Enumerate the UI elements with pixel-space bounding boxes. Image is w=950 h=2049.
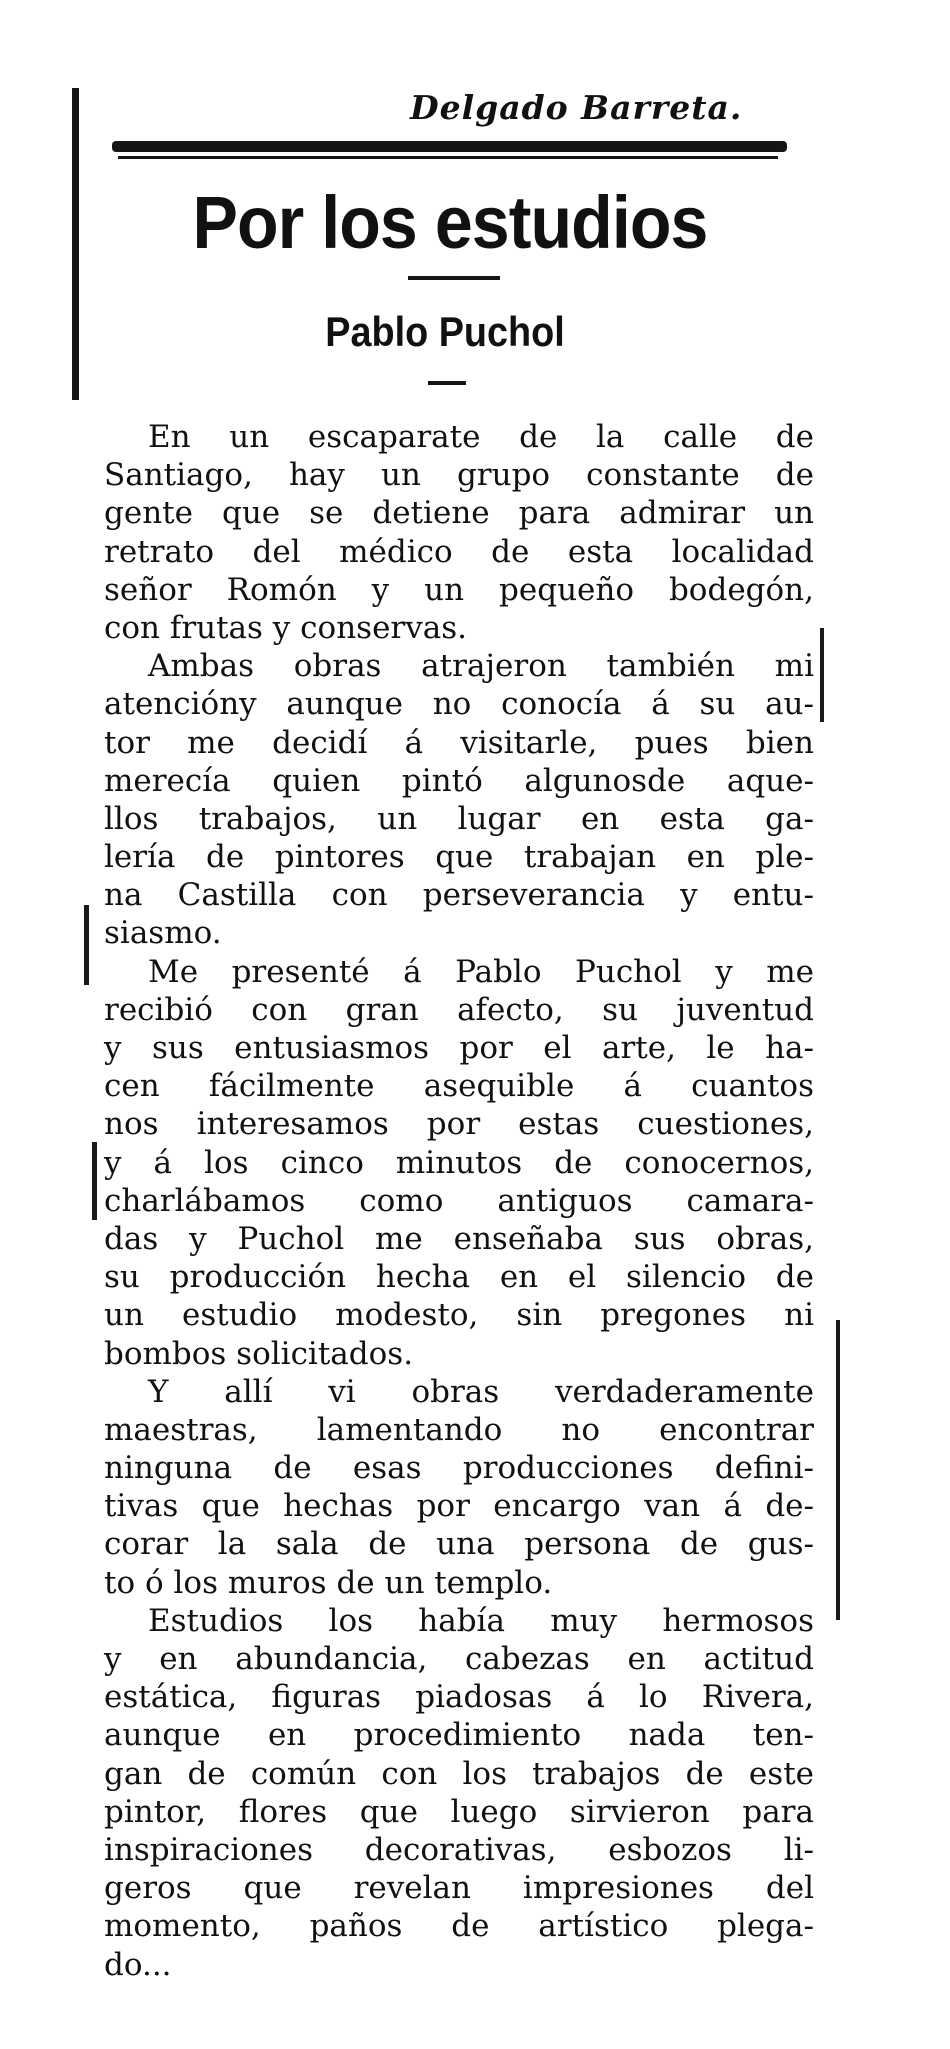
- text-line: geros que revelan impresiones del: [104, 1870, 814, 1907]
- text-line: na Castilla con perseverancia y entu-: [104, 877, 814, 914]
- text-line: estática, figuras piadosas á lo Rivera,: [104, 1679, 814, 1716]
- column-rule-left: [72, 88, 79, 400]
- text-line: recibió con gran afecto, su juventud: [104, 991, 814, 1028]
- text-line: maestras, lamentando no encontrar: [104, 1411, 814, 1448]
- text-line: y á los cinco minutos de conocernos,: [104, 1144, 814, 1181]
- text-line: gan de común con los trabajos de este: [104, 1755, 814, 1792]
- margin-mark: [820, 628, 824, 722]
- text-line: do...: [104, 1946, 172, 1983]
- text-line: corar la sala de una persona de gus-: [104, 1526, 814, 1563]
- text-line: momento, paños de artístico plega-: [104, 1908, 814, 1945]
- text-line: Santiago, hay un grupo constante de: [104, 457, 814, 494]
- text-line: y en abundancia, cabezas en actitud: [104, 1641, 814, 1677]
- text-line: y sus entusiasmos por el arte, le ha-: [104, 1030, 814, 1066]
- text-line: cen fácilmente asequible á cuantos: [104, 1068, 814, 1105]
- text-line: tivas que hechas por encargo van á de-: [104, 1488, 814, 1525]
- text-line: merecía quien pintó algunosde aque-: [104, 762, 814, 799]
- margin-mark: [84, 905, 89, 985]
- header-rule: [112, 141, 787, 152]
- text-line: siasmo.: [104, 915, 222, 952]
- text-line: un estudio modesto, sin pregones ni: [104, 1297, 814, 1334]
- article-author: Pablo Puchol: [325, 308, 565, 355]
- margin-mark: [836, 1320, 840, 1620]
- margin-mark: [92, 1142, 97, 1220]
- article-title: Por los estudios: [192, 181, 708, 264]
- text-line: En un escaparate de la calle de: [148, 419, 814, 455]
- text-line: aunque en procedimiento nada ten-: [104, 1717, 814, 1754]
- text-line: Y allí vi obras verdaderamente: [148, 1373, 814, 1410]
- article-body: [104, 418, 814, 1984]
- text-line: con frutas y conservas.: [104, 609, 467, 646]
- text-line: bombos solicitados.: [104, 1335, 414, 1372]
- text-line: su producción hecha en el silencio de: [104, 1259, 814, 1296]
- text-line: charlábamos como antiguos camara-: [104, 1182, 814, 1219]
- text-line: señor Romón y un pequeño bodegón,: [104, 571, 814, 608]
- byline: Delgado Barreta.: [410, 88, 743, 127]
- text-line: ninguna de esas producciones defini-: [104, 1450, 814, 1487]
- title-divider: [408, 276, 500, 280]
- text-line: lería de pintores que trabajan en ple-: [104, 839, 814, 876]
- text-line: atencióny aunque no conocía á su au-: [104, 686, 814, 723]
- text-line: das y Puchol me enseñaba sus obras,: [104, 1220, 814, 1257]
- text-line: gente que se detiene para admirar un: [104, 495, 814, 532]
- text-line: inspiraciones decorativas, esbozos li-: [104, 1831, 814, 1868]
- text-line: Ambas obras atrajeron también mi: [148, 648, 814, 685]
- text-line: to ó los muros de un templo.: [104, 1564, 553, 1601]
- text-line: pintor, flores que luego sirvieron para: [104, 1793, 814, 1830]
- text-line: Estudios los había muy hermosos: [148, 1602, 814, 1639]
- author-divider: [428, 381, 466, 385]
- text-line: nos interesamos por estas cuestiones,: [104, 1106, 814, 1143]
- text-line: retrato del médico de esta localidad: [104, 533, 814, 570]
- text-line: tor me decidí á visitarle, pues bien: [104, 724, 814, 761]
- text-line: Me presenté á Pablo Puchol y me: [148, 953, 814, 990]
- header-rule-thin: [118, 156, 778, 159]
- text-line: llos trabajos, un lugar en esta ga-: [104, 800, 814, 837]
